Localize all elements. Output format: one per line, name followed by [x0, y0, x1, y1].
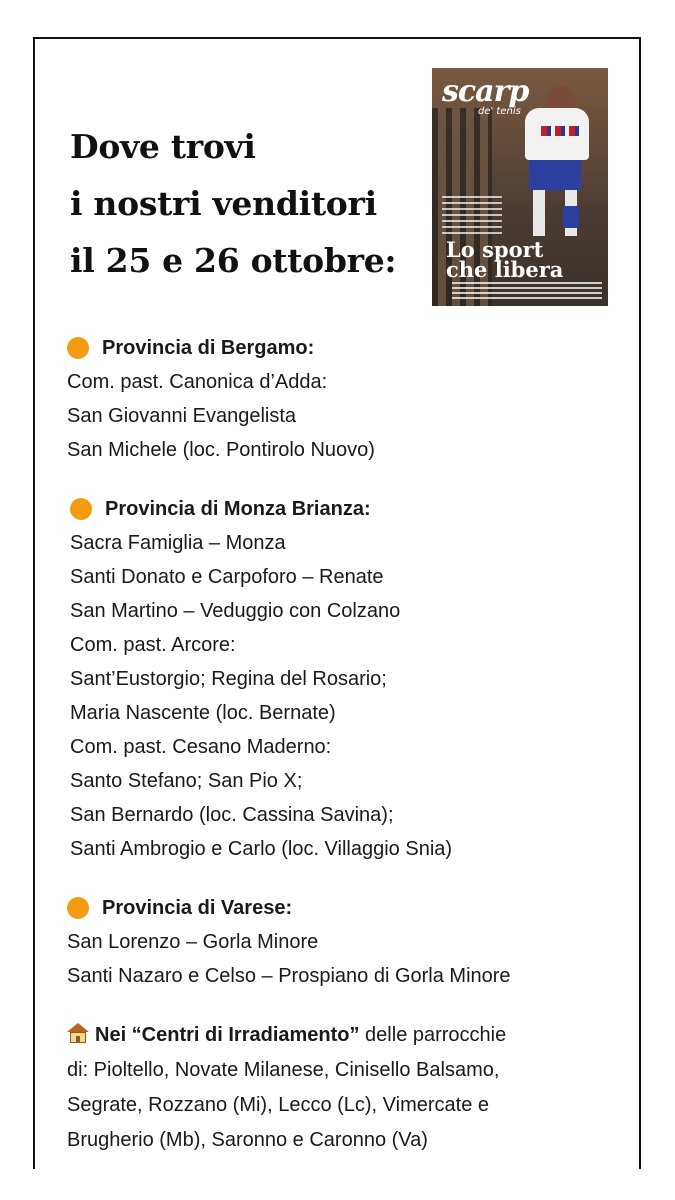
cover-player-figure	[517, 86, 595, 236]
orange-circle-icon	[67, 897, 89, 919]
centri-line: Brugherio (Mb), Saronno e Caronno (Va)	[67, 1129, 428, 1151]
list-item: Com. past. Cesano Maderno:	[70, 736, 332, 758]
section-monza-brianza	[70, 492, 452, 866]
list-item: San Giovanni Evangelista	[67, 405, 297, 427]
section-heading: Provincia di Bergamo:	[102, 337, 315, 359]
cover-small-text	[452, 282, 602, 300]
list-item: San Lorenzo – Gorla Minore	[67, 931, 319, 953]
list-item: Santi Donato e Carpoforo – Renate	[70, 566, 384, 588]
page-title	[70, 118, 396, 289]
section-bergamo	[67, 331, 375, 467]
cover-masthead: scarp	[442, 74, 529, 109]
list-item: Santi Nazaro e Celso – Prospiano di Gorla Minore	[67, 965, 511, 987]
section-varese	[67, 891, 511, 993]
cover-title: Lo sport che libera	[446, 237, 564, 282]
centri-heading: Nei “Centri di Irradiamento”	[95, 1024, 360, 1046]
magazine-cover-image	[432, 68, 608, 306]
list-item: Maria Nascente (loc. Bernate)	[70, 702, 336, 724]
list-item: Sant’Eustorgio; Regina del Rosario;	[70, 668, 387, 690]
list-item: San Bernardo (loc. Cassina Savina);	[70, 804, 394, 826]
section-heading: Provincia di Monza Brianza:	[105, 498, 371, 520]
list-item: San Michele (loc. Pontirolo Nuovo)	[67, 439, 375, 461]
orange-circle-icon	[67, 337, 89, 359]
cover-subtitle: de' tenis	[478, 106, 521, 117]
section-heading: Provincia di Varese:	[102, 897, 293, 919]
list-item: Com. past. Arcore:	[70, 634, 236, 656]
title-line: i nostri venditori	[70, 184, 377, 223]
section-centri-irradiamento	[67, 1018, 607, 1158]
list-item: San Martino – Veduggio con Colzano	[70, 600, 401, 622]
list-item: Santo Stefano; San Pio X;	[70, 770, 303, 792]
house-icon	[67, 1023, 89, 1043]
cover-side-notes	[442, 196, 502, 236]
orange-circle-icon	[70, 498, 92, 520]
title-line: Dove trovi	[70, 127, 256, 166]
list-item: Santi Ambrogio e Carlo (loc. Villaggio Snia)	[70, 838, 453, 860]
centri-line: Segrate, Rozzano (Mi), Lecco (Lc), Vimercate e	[67, 1094, 490, 1116]
list-item: Com. past. Canonica d’Adda:	[67, 371, 328, 393]
list-item: Sacra Famiglia – Monza	[70, 532, 286, 554]
title-line: il 25 e 26 ottobre:	[70, 241, 397, 280]
centri-line: di: Pioltello, Novate Milanese, Cinisello Balsamo,	[67, 1059, 500, 1081]
centri-text: delle parrocchie	[359, 1024, 507, 1046]
